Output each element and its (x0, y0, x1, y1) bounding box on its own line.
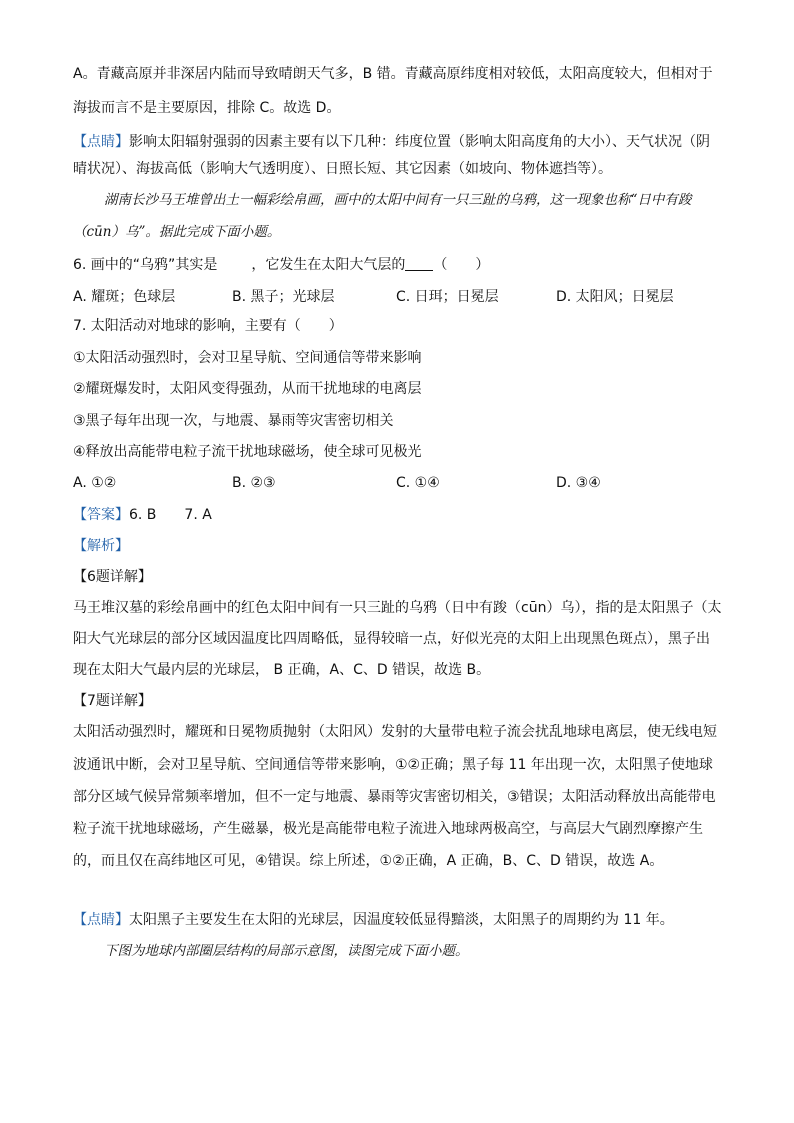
answer-text: 6. B 7. A (129, 507, 212, 523)
dianjing-1-line-2: 晴状况）、海拔高低（影响大气透明度）、日照长短、其它因素（如坡向、物体遮挡等）。 (73, 161, 612, 177)
q6-option-a: A. 耀斑；色球层 (73, 289, 176, 305)
continuation-line-2: 海拔而言不是主要原因，排除 C。故选 D。 (73, 100, 341, 116)
q7-item-3: ③黑子每年出现一次，与地震、暴雨等灾害密切相关 (73, 413, 394, 429)
dianjing-2-label: 【点睛】 (73, 912, 129, 928)
q7-option-c: C. ①④ (396, 475, 440, 491)
detail-7-label: 【7题详解】 (73, 693, 152, 709)
answer-label: 【答案】 (73, 507, 129, 523)
detail-6-label: 【6题详解】 (73, 569, 152, 585)
detail-7-line-3: 部分区域气候异常频率增加，但不一定与地震、暴雨等灾害密切相关，③错误；太阳活动释放出高能带电 (73, 789, 716, 805)
detail-6-line-3: 现在太阳大气最内层的光球层， B 正确，A、C、D 错误，故选 B。 (73, 662, 491, 678)
q7-option-a: A. ①② (73, 475, 117, 491)
dianjing-label: 【点睛】 (73, 134, 129, 150)
q6-option-c: C. 日珥；日冕层 (396, 289, 499, 305)
q7-item-2: ②耀斑爆发时，太阳风变得强劲，从而干扰地球的电离层 (73, 381, 422, 397)
material-1-line-2: （cūn）乌”。据此完成下面小题。 (73, 224, 281, 240)
dianjing-2 (73, 910, 674, 930)
analysis-label: 【解析】 (73, 538, 129, 554)
q7-option-b: B. ②③ (232, 475, 276, 491)
detail-6-line-1: 马王堆汉墓的彩绘帛画中的红色太阳中间有一只三趾的乌鸦（日中有踆（cūn）乌），指的是太阳黑子（太 (73, 600, 722, 616)
dianjing-2-text: 太阳黑子主要发生在太阳的光球层，因温度较低显得黯淡，太阳黑子的周期约为 11 年。 (129, 912, 674, 928)
material-1-line-1: 湖南长沙马王堆曾出土一幅彩绘帛画，画中的太阳中间有一只三趾的乌鸦，这一现象也称“日中有踆 (104, 192, 692, 208)
q6-stem-part-3: （ ） (433, 257, 490, 273)
detail-7-line-1: 太阳活动强烈时，耀斑和日冕物质抛射（太阳风）发射的大量带电粒子流会扰乱地球电离层，使无线电短 (73, 724, 717, 740)
question-7-stem: 7. 太阳活动对地球的影响，主要有（ ） (73, 318, 343, 334)
detail-7-line-4: 粒子流干扰地球磁场，产生磁暴，极光是高能带电粒子流进入地球两极高空，与高层大气剧烈摩擦产生 (73, 821, 703, 837)
q6-stem-part-2: ，它发生在太阳大气层的 (251, 257, 406, 273)
q7-option-d: D. ③④ (556, 475, 601, 491)
detail-7-line-2: 波通讯中断，会对卫星导航、空间通信等带来影响，①②正确；黑子每 11 年出现一次，太阳黑子使地球 (73, 757, 713, 773)
q7-item-4: ④释放出高能带电粒子流干扰地球磁场，使全球可见极光 (73, 444, 422, 460)
dianjing-text: 影响太阳辐射强弱的因素主要有以下几种：纬度位置（影响太阳高度角的大小）、天气状况（阴 (129, 134, 710, 150)
q6-blank-2 (405, 256, 433, 271)
continuation-line-1: A。青藏高原并非深居内陆而导致晴朗天气多，B 错。青藏高原纬度相对较低，太阳高度较大，但相对于 (73, 66, 713, 82)
detail-7-line-5: 的，而且仅在高纬地区可见，④错误。综上所述，①②正确，A 正确，B、C、D 错误，故选 A。 (73, 853, 664, 869)
q7-item-1: ①太阳活动强烈时，会对卫星导航、空间通信等带来影响 (73, 350, 422, 366)
dianjing-1 (73, 132, 710, 152)
q6-option-b: B. 黑子；光球层 (232, 289, 335, 305)
answer-line (73, 505, 212, 525)
q6-option-d: D. 太阳风；日冕层 (556, 289, 674, 305)
q6-stem-part-1: 6. 画中的“乌鸦”其实是 (73, 257, 218, 273)
question-6-stem (73, 255, 489, 275)
detail-6-line-2: 阳大气光球层的部分区域因温度比四周略低，显得较暗一点，好似光亮的太阳上出现黑色斑点），黑子出 (73, 631, 710, 647)
material-2: 下图为地球内部圈层结构的局部示意图，读图完成下面小题。 (104, 943, 469, 959)
